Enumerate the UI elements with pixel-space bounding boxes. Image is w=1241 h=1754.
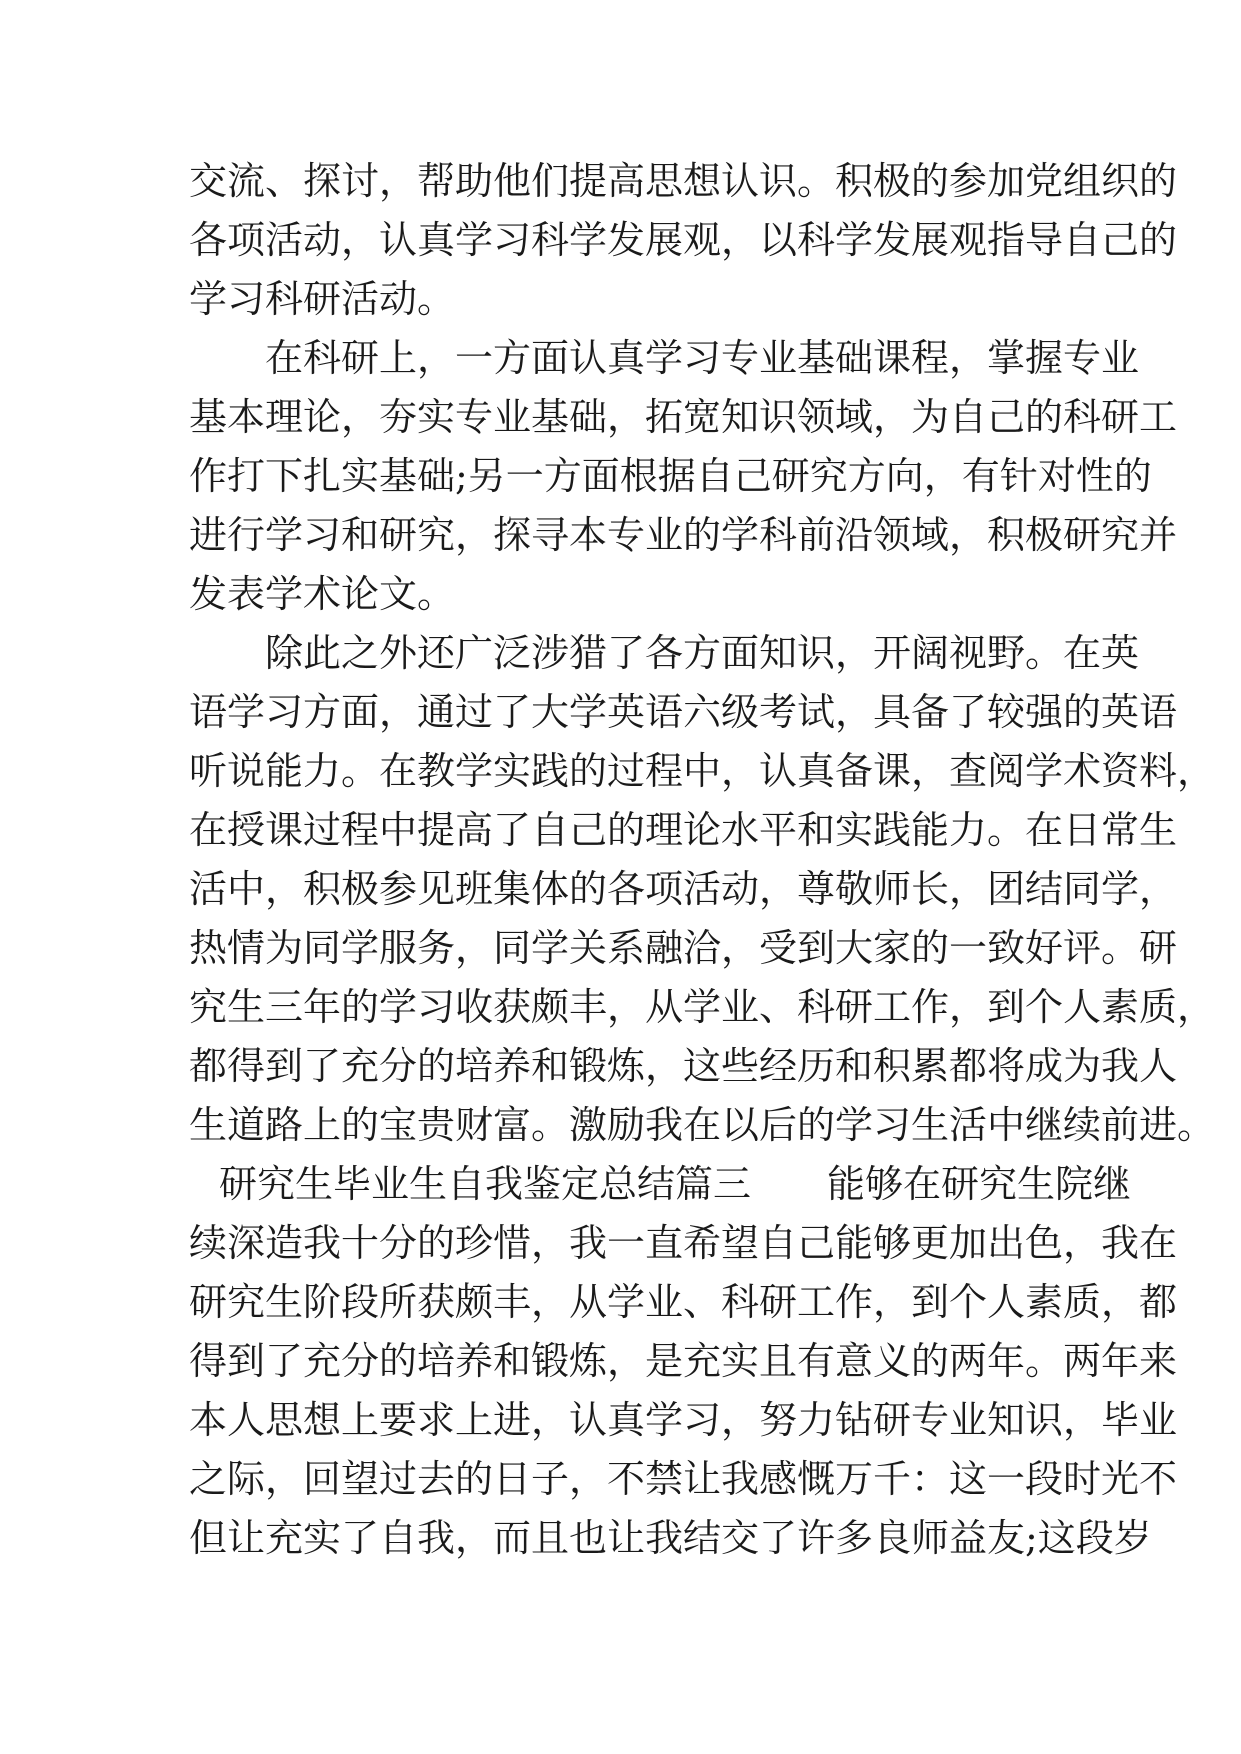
- text-line-21: 得到了充分的培养和锻炼，是充实且有意义的两年。两年来: [189, 1339, 1178, 1383]
- text-line-6: 作打下扎实基础;另一方面根据自己研究方向，有针对性的: [189, 454, 1152, 498]
- text-line-19: 续深造我十分的珍惜，我一直希望自己能够更加出色，我在: [189, 1221, 1178, 1265]
- text-line-8: 发表学术论文。: [189, 572, 456, 616]
- text-line-14: 热情为同学服务，同学关系融洽，受到大家的一致好评。研: [189, 926, 1178, 970]
- text-line-9: 除此之外还广泛涉猎了各方面知识，开阔视野。在英: [265, 631, 1140, 675]
- text-line-5: 基本理论，夯实专业基础，拓宽知识领域，为自己的科研工: [189, 395, 1178, 439]
- text-line-3: 学习科研活动。: [189, 277, 456, 321]
- document-body: [189, 152, 1216, 1568]
- text-line-7: 进行学习和研究，探寻本专业的学科前沿领域，积极研究并: [189, 513, 1178, 557]
- text-line-4: 在科研上，一方面认真学习专业基础课程，掌握专业: [265, 336, 1140, 380]
- text-line-13: 活中，积极参见班集体的各项活动，尊敬师长，团结同学，: [189, 867, 1178, 911]
- text-line-16: 都得到了充分的培养和锻炼，这些经历和积累都将成为我人: [189, 1044, 1178, 1088]
- section-heading-line: 研究生毕业生自我鉴定总结篇三 能够在研究生院继: [219, 1162, 1132, 1206]
- text-line-20: 研究生阶段所获颇丰，从学业、科研工作，到个人素质，都: [189, 1280, 1178, 1324]
- text-line-10: 语学习方面，通过了大学英语六级考试，具备了较强的英语: [189, 690, 1178, 734]
- text-line-22: 本人思想上要求上进，认真学习，努力钻研专业知识，毕业: [189, 1398, 1178, 1442]
- text-line-23: 之际，回望过去的日子，不禁让我感慨万千：这一段时光不: [189, 1457, 1178, 1501]
- text-line-17: 生道路上的宝贵财富。激励我在以后的学习生活中继续前进。: [189, 1103, 1216, 1147]
- text-line-24: 但让充实了自我，而且也让我结交了许多良师益友;这段岁: [189, 1516, 1152, 1560]
- text-line-1: 交流、探讨，帮助他们提高思想认识。积极的参加党组织的: [189, 159, 1178, 203]
- text-line-12: 在授课过程中提高了自己的理论水平和实践能力。在日常生: [189, 808, 1178, 852]
- text-line-11: 听说能力。在教学实践的过程中，认真备课，查阅学术资料，: [189, 749, 1216, 793]
- text-line-15: 究生三年的学习收获颇丰，从学业、科研工作，到个人素质，: [189, 985, 1216, 1029]
- text-line-2: 各项活动，认真学习科学发展观，以科学发展观指导自己的: [189, 218, 1178, 262]
